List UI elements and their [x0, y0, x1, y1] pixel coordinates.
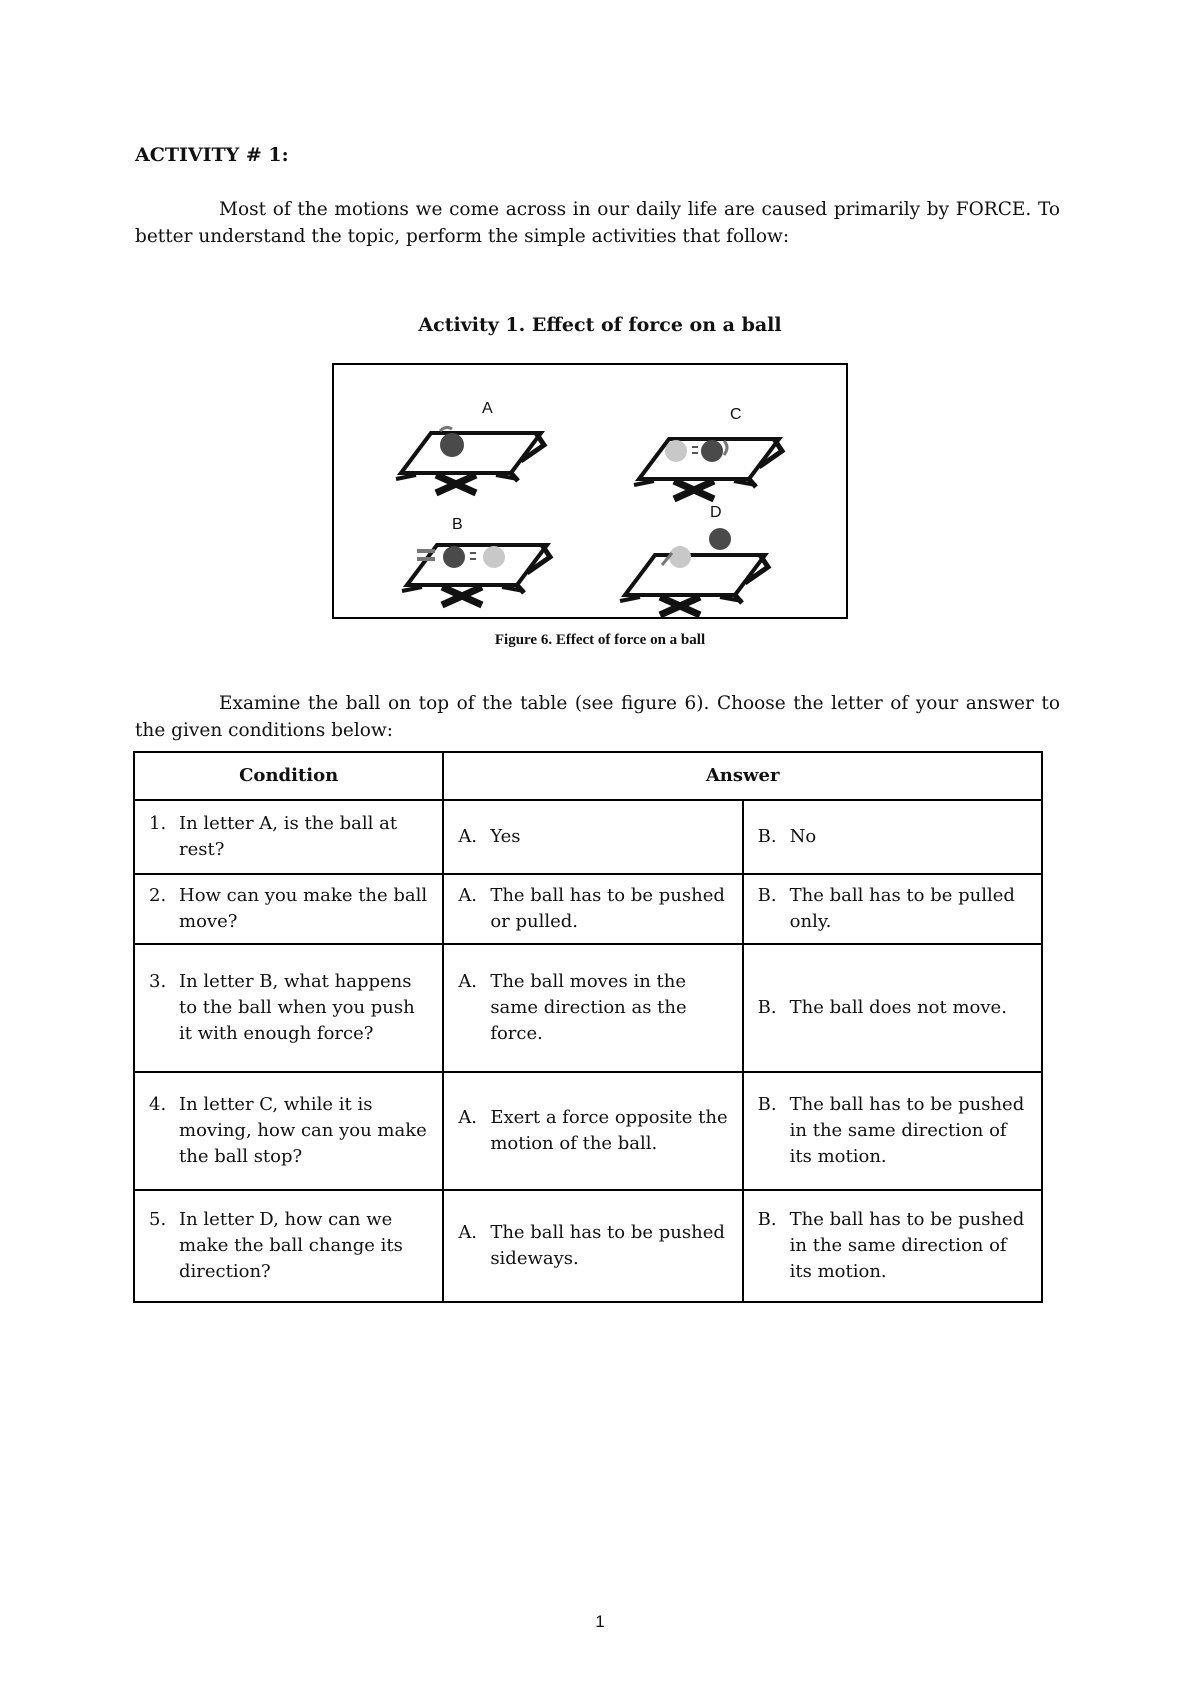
condition-text: In letter C, while it is moving, how can you make the ball stop? — [179, 1094, 427, 1167]
conditions-table — [133, 751, 1043, 1303]
table-row — [134, 944, 1042, 1072]
table-row — [134, 874, 1042, 944]
table-b — [402, 545, 550, 605]
intro-paragraph: Most of the motions we come across in our daily life are caused primarily by FORCE. To better understand the topic, perform the simple activities that follow: — [135, 199, 1060, 247]
ball-b-light — [483, 546, 505, 568]
condition-text: In letter A, is the ball at rest? — [179, 813, 398, 860]
instructions-paragraph: Examine the ball on top of the table (see figure 6). Choose the letter of your answer to the given conditions below: — [135, 693, 1060, 741]
figure-label-d: D — [710, 504, 722, 521]
option-a-letter: A. — [458, 885, 478, 906]
table-row — [134, 800, 1042, 874]
table-header-row — [134, 752, 1042, 800]
table-a — [396, 427, 544, 493]
option-b-letter: B. — [757, 1209, 777, 1230]
ball-a — [440, 433, 464, 457]
option-b-text: The ball has to be pushed in the same direction of its motion. — [789, 1094, 1025, 1167]
option-a-text: The ball has to be pushed or pulled. — [490, 885, 725, 932]
condition-text: In letter D, how can we make the ball change its direction? — [179, 1209, 403, 1282]
hand-a-icon — [440, 427, 452, 431]
option-a-text: The ball moves in the same direction as the force. — [490, 971, 687, 1044]
option-a-text: The ball has to be pushed sideways. — [490, 1222, 725, 1269]
ball-d-dark — [709, 528, 731, 550]
figure-6 — [332, 363, 848, 619]
figure-label-a: A — [482, 400, 493, 417]
table-row — [134, 1072, 1042, 1190]
option-b-letter: B. — [757, 826, 777, 847]
header-condition: Condition — [134, 752, 443, 800]
option-b-letter: B. — [757, 885, 777, 906]
figure-label-b: B — [452, 516, 463, 533]
option-b-text: The ball has to be pulled only. — [789, 885, 1015, 932]
activity-title: Activity 1. Effect of force on a ball — [418, 314, 782, 336]
row-number: 1. — [149, 813, 167, 834]
option-a-letter: A. — [458, 1222, 478, 1243]
option-b-text: The ball has to be pushed in the same direction of its motion. — [789, 1209, 1025, 1282]
option-a-letter: A. — [458, 826, 478, 847]
table-row — [134, 1190, 1042, 1302]
ball-b-dark — [443, 546, 465, 568]
ball-c-dark — [701, 440, 723, 462]
figure-caption: Figure 6. Effect of force on a ball — [494, 632, 706, 648]
activity-heading: ACTIVITY # 1: — [135, 144, 289, 166]
ball-c-light — [665, 440, 687, 462]
figure-illustration — [334, 365, 846, 617]
option-a-text: Exert a force opposite the motion of the ball. — [490, 1107, 728, 1154]
condition-text: In letter B, what happens to the ball when you push it with enough force? — [179, 971, 415, 1044]
row-number: 3. — [149, 971, 167, 992]
option-a-letter: A. — [458, 971, 478, 992]
header-answer: Answer — [443, 752, 1042, 800]
row-number: 5. — [149, 1209, 167, 1230]
option-a-letter: A. — [458, 1107, 478, 1128]
option-b-letter: B. — [757, 997, 777, 1018]
option-b-letter: B. — [757, 1094, 777, 1115]
table-c — [634, 439, 782, 499]
row-number: 2. — [149, 885, 167, 906]
figure-label-c: C — [730, 406, 742, 423]
row-number: 4. — [149, 1094, 167, 1115]
option-b-text: The ball does not move. — [789, 997, 1007, 1018]
option-b-text: No — [789, 826, 817, 847]
condition-text: How can you make the ball move? — [179, 885, 428, 932]
option-a-text: Yes — [490, 826, 521, 847]
ball-d-light — [669, 546, 691, 568]
table-d — [620, 528, 768, 615]
page-number: 1 — [595, 1612, 605, 1631]
